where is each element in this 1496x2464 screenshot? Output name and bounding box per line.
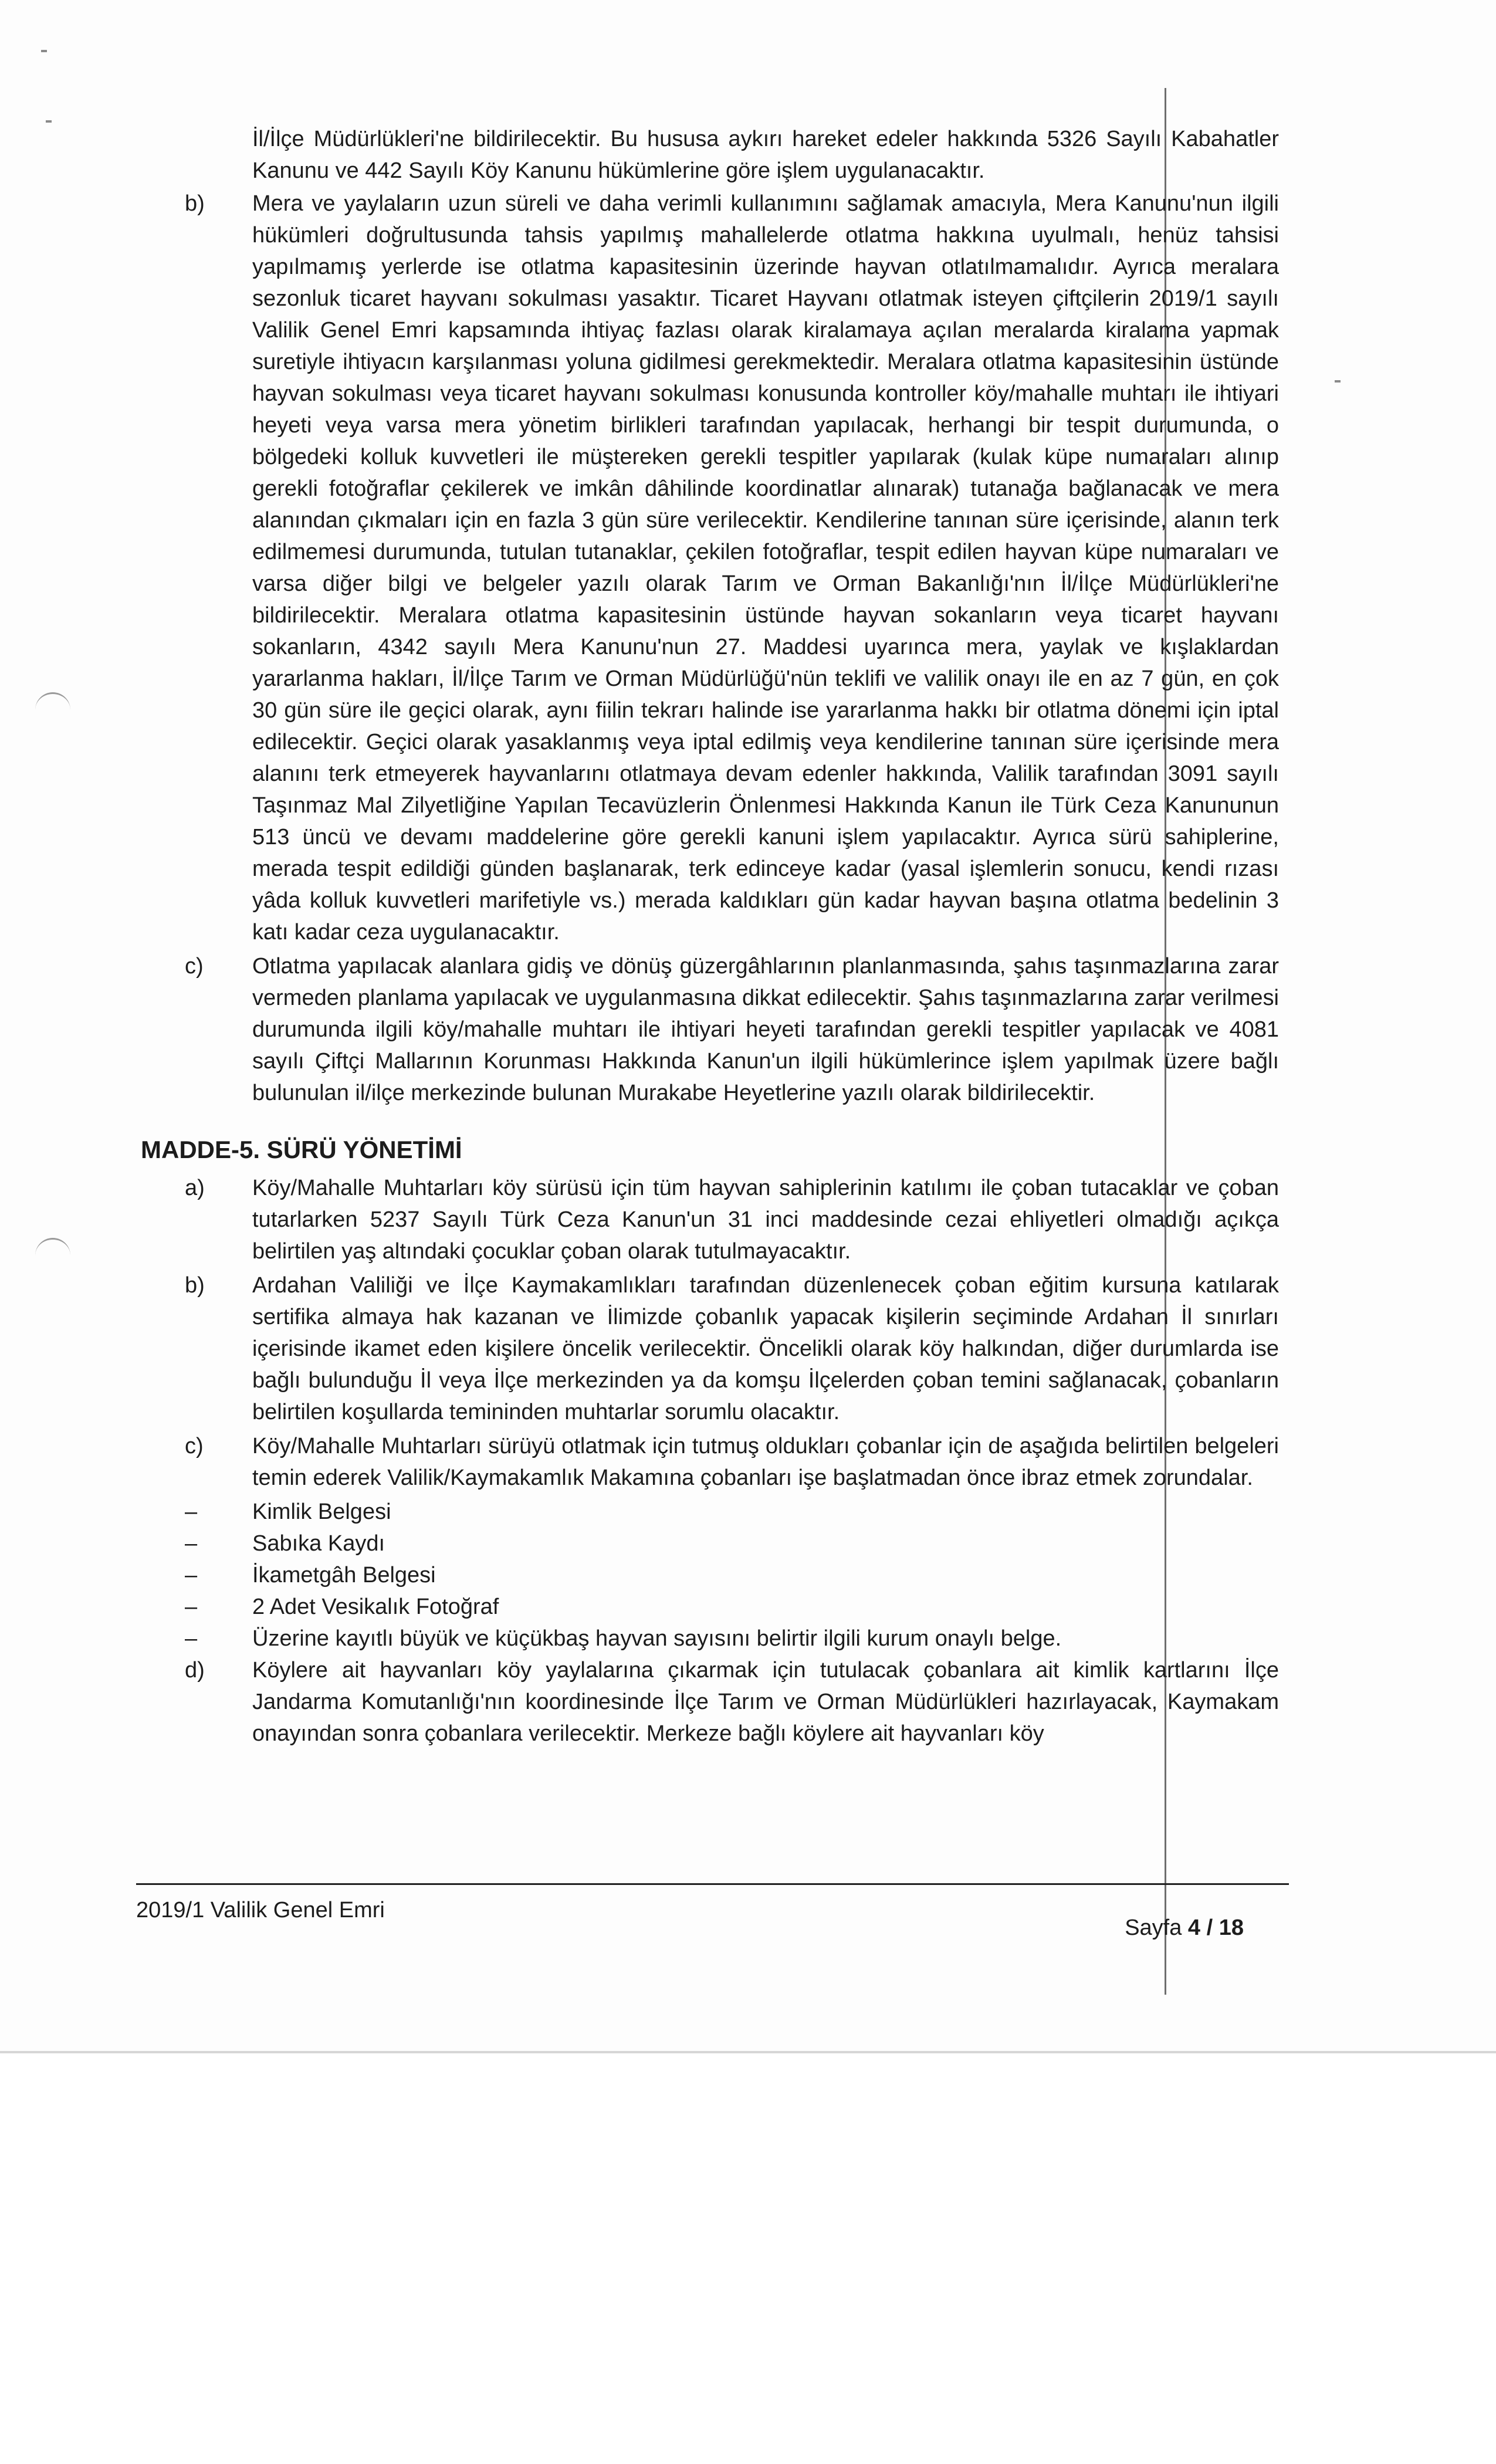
document-list-item: [135, 1559, 1279, 1591]
document-name: Sabıka Kaydı: [252, 1531, 385, 1556]
paragraph-intro: İl/İlçe Müdürlükleri'ne bildirilecektir. Bu hususa aykırı hareket edeler hakkında 5326 Sayılı Kabahatler Kanunu ve 442 Sayılı Köy Kanunu hükümlerine göre işlem uygulanacaktır.: [252, 127, 1279, 183]
dash-marker: –: [185, 1626, 198, 1651]
page-number: 4 / 18: [1187, 1915, 1244, 1940]
list-marker: b): [185, 191, 205, 216]
list-item-c: [135, 1430, 1279, 1494]
list-marker: c): [185, 954, 204, 979]
footer-page-indicator: [1125, 1915, 1244, 1941]
document-name: Üzerine kayıtlı büyük ve küçükbaş hayvan sayısını belirtir ilgili kurum onaylı belge.: [252, 1626, 1062, 1651]
scan-artifact-dot: [41, 50, 47, 52]
document-name: Kimlik Belgesi: [252, 1500, 391, 1524]
list-item-text: Otlatma yapılacak alanlara gidiş ve dönüş güzergâhlarının planlanmasında, şahıs taşınmazlarına zarar vermeden planlama yapılacak ve uygulanmasına dikkat edilecektir. Şahıs taşınmazlarına zarar verilmesi durumunda ilgili köy/mahalle muhtarı ile ihtiyari heyeti tarafından gerekli tespitler yapılacak ve 4081 sayılı Çiftçi Mallarının Korunması Hakkında Kanun'un ilgili hükümlerince işlem yapılmak üzere bağlı bulunulan il/ilçe merkezinde bulunan Murakabe Heyetlerine yazılı olarak bildirilecektir.: [252, 954, 1279, 1105]
document-list-item: [135, 1496, 1279, 1528]
document-name: İkametgâh Belgesi: [252, 1563, 436, 1588]
list-item-text: Köylere ait hayvanları köy yaylalarına çıkarmak için tutulacak çobanlara ait kimlik kartlarını İlçe Jandarma Komutanlığı'nın koordinesinde İlçe Tarım ve Orman Müdürlükleri hazırlayacak, Kaymakam onayından sonra çobanlara verilecektir. Merkeze bağlı köylere ait hayvanları köy: [252, 1658, 1279, 1746]
list-item-b: [135, 188, 1279, 948]
list-item-d: [135, 1654, 1279, 1749]
list-marker: d): [185, 1658, 205, 1683]
dash-marker: –: [185, 1595, 198, 1619]
footer-document-name: 2019/1 Valilik Genel Emri: [136, 1898, 385, 1923]
page-label: Sayfa: [1125, 1915, 1182, 1940]
dash-marker: –: [185, 1563, 198, 1588]
scan-artifact-dot: [46, 120, 52, 123]
list-item-b: [135, 1270, 1279, 1428]
section-heading: MADDE-5. SÜRÜ YÖNETİMİ: [141, 1136, 462, 1163]
dash-marker: –: [185, 1500, 198, 1524]
document-list-item: [135, 1623, 1279, 1654]
scan-artifact-dot: [1335, 380, 1341, 383]
list-item-a: [135, 1172, 1279, 1267]
footer-divider: [136, 1883, 1289, 1885]
page-edge: [0, 2051, 1496, 2053]
document-list-item: [135, 1528, 1279, 1559]
list-marker: c): [185, 1434, 204, 1458]
list-item-text: Ardahan Valiliği ve İlçe Kaymakamlıkları tarafından düzenlenecek çoban eğitim kursuna katılarak sertifika almaya hak kazanan ve İlimizde çobanlık yapacak kişilerin seçiminde Ardahan İl sınırları içerisinde ikamet eden kişilere öncelik verilecektir. Öncelikli olarak köy halkından, diğer durumlarda ise bağlı bulunduğu İl veya İlçe merkezinden ya da komşu İlçelerden çoban temini sağlanacak, çobanların belirtilen koşullarda temininden muhtarlar sorumlu olacaktır.: [252, 1273, 1279, 1424]
document-body: [135, 123, 1279, 1752]
list-item-text: Köy/Mahalle Muhtarları köy sürüsü için tüm hayvan sahiplerinin katılımı ile çoban tutacaklar ve çoban tutarlarken 5237 Sayılı Türk Ceza Kanun'un 31 inci maddesinde cezai ehliyetleri olmadığı açıkça belirtilen yaş altındaki çocuklar çoban olarak tutulmayacaktır.: [252, 1176, 1279, 1264]
list-marker: a): [185, 1176, 205, 1200]
document-name: 2 Adet Vesikalık Fotoğraf: [252, 1595, 499, 1619]
list-item-text: Mera ve yaylaların uzun süreli ve daha verimli kullanımını sağlamak amacıyla, Mera Kanunu'nun ilgili hükümleri doğrultusunda tahsis yapılmış mahallelerde otlatma hakkına uyulmalı, henüz tahsisi yapılmamış yerlerde ise otlatma kapasitesinin üzerinde hayvan otlatılmamalıdır. Ayrıca meralara sezonluk ticaret hayvanı sokulması yasaktır. Ticaret Hayvanı otlatmak isteyen çiftçilerin 2019/1 sayılı Valilik Genel Emri kapsamında ihtiyaç fazlası olarak kiralamaya açılan meralarda kiralama yapmak suretiyle ihtiyacın karşılanması yoluna gidilmesi gerekmektedir. Meralara otlatma kapasitesinin üstünde hayvan sokulması veya ticaret hayvanı sokulması konusunda kontroller köy/mahalle muhtarı ile ihtiyari heyeti veya varsa mera yönetim birlikleri tarafından yapılacak, herhangi bir tespit durumunda, o bölgedeki kolluk kuvvetleri ile müştereken gerekli tespitler yapılarak (kulak küpe numaraları alınıp gerekli fotoğraflar çekilerek ve imkân dâhilinde koordinatlar alınarak) tutanağa bağlanacak ve mera alanından çıkmaları için en fazla 3 gün süre verilecektir. Kendilerine tanınan süre içerisinde, alanın terk edilmemesi durumunda, tutulan tutanaklar, çekilen fotoğraflar, tespit edilen hayvan küpe numaraları ve varsa diğer bilgi ve belgeler yazılı olarak Tarım ve Orman Bakanlığı'nın İl/İlçe Müdürlükleri'ne bildirilecektir. Meralara otlatma kapasitesinin üstünde hayvan sokanların veya ticaret hayvanı sokanların, 4342 sayılı Mera Kanunu'nun 27. Maddesi uyarınca mera, yaylak ve kışlaklardan yararlanma hakları, İl/İlçe Tarım ve Orman Müdürlüğü'nün teklifi ve valilik onayı ile en az 7 gün, en çok 30 gün süre ile geçici olarak, aynı fiilin tekrarı halinde ise yararlanma hakkı bir otlatma dönemi için iptal edilecektir. Geçici olarak yasaklanmış veya iptal edilmiş veya kendilerine tanınan süre içerisinde mera alanını terk etmeyerek hayvanlarını otlatmaya devam edenler hakkında, Valilik tarafından 3091 sayılı Taşınmaz Mal Zilyetliğine Yapılan Tecavüzlerin Önlenmesi Hakkında Kanun ile Türk Ceza Kanununun 513 üncü ve devamı maddelerine göre gerekli kanuni işlem yapılacaktır. Ayrıca sürü sahiplerine, merada tespit edildiği günden başlanarak, terk edinceye kadar (yasal işlemlerin sonucu, kendi rızası yâda kolluk kuvvetleri marifetiyle vs.) merada kaldıkları gün kadar hayvan başına otlatma bedelinin 3 katı kadar ceza uygulanacaktır.: [252, 191, 1279, 945]
document-list-item: [135, 1591, 1279, 1623]
list-item-c: [135, 950, 1279, 1109]
list-item-text: Köy/Mahalle Muhtarları sürüyü otlatmak için tutmuş oldukları çobanlar için de aşağıda belirtilen belgeleri temin ederek Valilik/Kaymakamlık Makamına çobanları işe başlatmadan önce ibraz etmek zorundalar.: [252, 1434, 1279, 1490]
list-marker: b): [185, 1273, 205, 1298]
dash-marker: –: [185, 1531, 198, 1556]
